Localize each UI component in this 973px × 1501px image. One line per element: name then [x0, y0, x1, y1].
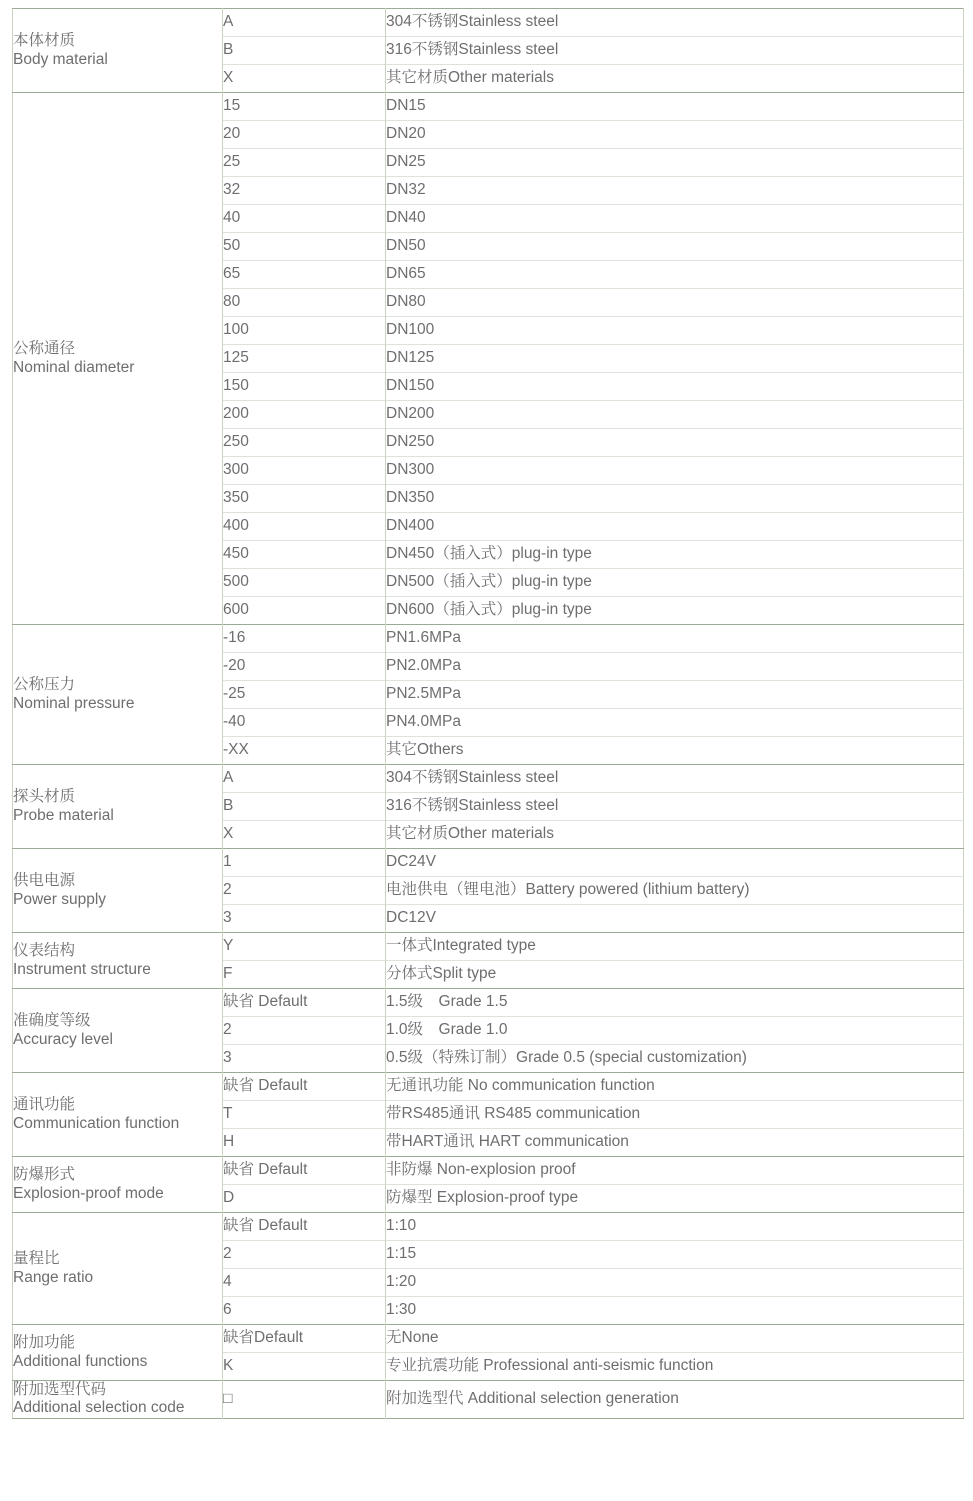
option-code-cell: X: [223, 65, 386, 93]
option-code-cell: -25: [223, 681, 386, 709]
option-description-cell: 带RS485通讯 RS485 communication: [386, 1101, 964, 1129]
option-description-cell: PN4.0MPa: [386, 709, 964, 737]
table-row: [13, 9, 964, 37]
table-row: [13, 989, 964, 1017]
group-label-en: Instrument structure: [13, 960, 151, 978]
option-description-cell: 其它Others: [386, 737, 964, 765]
option-code-cell: 65: [223, 261, 386, 289]
option-description-cell: DN50: [386, 233, 964, 261]
spec-table-body: [13, 9, 964, 1419]
group-label-cn: 准确度等级: [13, 1012, 91, 1030]
option-description-cell: 316不锈钢Stainless steel: [386, 793, 964, 821]
option-description-cell: DN25: [386, 149, 964, 177]
group-label-en: Nominal pressure: [13, 694, 135, 712]
group-label-cell: [13, 1157, 223, 1213]
group-label-cell: [13, 1073, 223, 1157]
option-code-cell: 300: [223, 457, 386, 485]
group-label-cell: [13, 93, 223, 625]
option-code-cell: -16: [223, 625, 386, 653]
group-label-cell: [13, 1213, 223, 1325]
option-code-cell: 缺省 Default: [223, 1157, 386, 1185]
option-description-cell: DN80: [386, 289, 964, 317]
option-description-cell: DN450（插入式）plug-in type: [386, 541, 964, 569]
option-code-cell: 50: [223, 233, 386, 261]
group-label-cn: 附加功能: [13, 1334, 76, 1352]
option-description-cell: DN100: [386, 317, 964, 345]
group-label-cn: 防爆形式: [13, 1166, 76, 1184]
option-description-cell: 304不锈钢Stainless steel: [386, 765, 964, 793]
option-code-cell: H: [223, 1129, 386, 1157]
option-description-cell: DC12V: [386, 905, 964, 933]
option-code-cell: 缺省 Default: [223, 1073, 386, 1101]
table-row: [13, 1325, 964, 1353]
option-code-cell: 350: [223, 485, 386, 513]
group-label-cell: [13, 765, 223, 849]
option-description-cell: DN65: [386, 261, 964, 289]
option-code-cell: 150: [223, 373, 386, 401]
group-label-cn: 本体材质: [13, 32, 76, 50]
option-code-cell: 100: [223, 317, 386, 345]
option-description-cell: 1.5级 Grade 1.5: [386, 989, 964, 1017]
option-description-cell: DN500（插入式）plug-in type: [386, 569, 964, 597]
option-code-cell: 2: [223, 1241, 386, 1269]
group-label-en: Range ratio: [13, 1268, 94, 1286]
option-code-cell: A: [223, 765, 386, 793]
table-row: [13, 765, 964, 793]
option-description-cell: DN200: [386, 401, 964, 429]
group-label-en: Communication function: [13, 1114, 180, 1132]
group-label-cell: [13, 989, 223, 1073]
option-code-cell: 450: [223, 541, 386, 569]
option-description-cell: 一体式Integrated type: [386, 933, 964, 961]
table-row: [13, 1381, 964, 1419]
option-code-cell: 40: [223, 205, 386, 233]
option-description-cell: 分体式Split type: [386, 961, 964, 989]
option-code-cell: 3: [223, 1045, 386, 1073]
option-code-cell: 15: [223, 93, 386, 121]
group-label-cell: [13, 9, 223, 93]
option-code-cell: 2: [223, 1017, 386, 1045]
group-label-cn: 探头材质: [13, 788, 76, 806]
option-description-cell: 304不锈钢Stainless steel: [386, 13, 559, 31]
group-label-en: Additional functions: [13, 1352, 148, 1370]
option-code-cell: A: [223, 9, 386, 37]
option-description-cell: 其它材质Other materials: [386, 65, 964, 93]
option-description-cell: 1.0级 Grade 1.0: [386, 1017, 964, 1045]
group-label-cell: [13, 849, 223, 933]
option-description-cell: PN2.0MPa: [386, 653, 964, 681]
group-label-cell: [13, 933, 223, 989]
table-row: [13, 1213, 964, 1241]
table-row: [13, 93, 964, 121]
group-label-en: Probe material: [13, 806, 114, 824]
option-code-cell: 125: [223, 345, 386, 373]
option-description-cell: DN40: [386, 205, 964, 233]
group-label-cn: 附加选型代码: [13, 1381, 107, 1398]
option-description-cell: DN32: [386, 177, 964, 205]
option-description-cell: 专业抗震功能 Professional anti-seismic function: [386, 1353, 964, 1381]
group-label-en: Accuracy level: [13, 1030, 113, 1048]
option-description-cell: 其它材质Other materials: [386, 821, 964, 849]
group-label-cn: 公称通径: [13, 340, 76, 358]
option-description-cell: DN20: [386, 121, 964, 149]
option-description-cell: 1:20: [386, 1269, 964, 1297]
group-label-en: Additional selection code: [13, 1399, 185, 1417]
option-code-cell: 600: [223, 597, 386, 625]
option-description-cell: 316不锈钢Stainless steel: [386, 37, 964, 65]
option-description-cell: DN600（插入式）plug-in type: [386, 597, 964, 625]
group-label-cell: [13, 1325, 223, 1381]
option-code-cell: □: [223, 1381, 386, 1419]
option-description-cell: DN300: [386, 457, 964, 485]
option-description-cell: 1:30: [386, 1297, 964, 1325]
group-label-en: Power supply: [13, 890, 107, 908]
option-code-cell: 400: [223, 513, 386, 541]
group-label-cn: 供电电源: [13, 872, 76, 890]
group-label-cn: 量程比: [13, 1250, 60, 1268]
option-code-cell: X: [223, 821, 386, 849]
option-description-cell: DN400: [386, 513, 964, 541]
table-row: [13, 1073, 964, 1101]
option-description-cell: PN1.6MPa: [386, 625, 964, 653]
option-code-cell: 32: [223, 177, 386, 205]
option-description-cell: 防爆型 Explosion-proof type: [386, 1185, 964, 1213]
option-description-cell: 无None: [386, 1325, 964, 1353]
option-code-cell: B: [223, 793, 386, 821]
option-code-cell: 250: [223, 429, 386, 457]
selection-code-table: [12, 8, 964, 1419]
option-description-cell: 带HART通讯 HART communication: [386, 1129, 964, 1157]
option-code-cell: F: [223, 961, 386, 989]
option-description-cell: DN250: [386, 429, 964, 457]
option-description-cell: 附加选型代 Additional selection generation: [386, 1381, 964, 1419]
group-label-cn: 公称压力: [13, 676, 76, 694]
option-code-cell: 3: [223, 905, 386, 933]
option-code-cell: Y: [223, 933, 386, 961]
option-code-cell: 200: [223, 401, 386, 429]
group-label-cn: 通讯功能: [13, 1096, 76, 1114]
option-description-cell: 电池供电（锂电池）Battery powered (lithium battery): [386, 877, 964, 905]
option-description-cell: DN150: [386, 373, 964, 401]
option-description-cell: 无通讯功能 No communication function: [386, 1073, 964, 1101]
option-description-cell: PN2.5MPa: [386, 681, 964, 709]
option-code-cell: 20: [223, 121, 386, 149]
option-code-cell: 80: [223, 289, 386, 317]
option-description-cell: 1:10: [386, 1213, 964, 1241]
group-label-en: Nominal diameter: [13, 358, 135, 376]
option-description-cell: DC24V: [386, 849, 964, 877]
table-row: [13, 933, 964, 961]
option-description-cell: 0.5级（特殊订制）Grade 0.5 (special customization): [386, 1045, 964, 1073]
group-label-cell: [13, 625, 223, 765]
option-code-cell: -XX: [223, 737, 386, 765]
option-code-cell: 25: [223, 149, 386, 177]
option-code-cell: -40: [223, 709, 386, 737]
option-code-cell: 2: [223, 877, 386, 905]
option-code-cell: -20: [223, 653, 386, 681]
group-label-cell: [13, 1381, 223, 1419]
option-code-cell: K: [223, 1353, 386, 1381]
option-code-cell: 500: [223, 569, 386, 597]
option-code-cell: 6: [223, 1297, 386, 1325]
option-code-cell: 缺省Default: [223, 1325, 386, 1353]
table-row: [13, 1157, 964, 1185]
option-description-cell: DN350: [386, 485, 964, 513]
option-code-cell: 缺省 Default: [223, 989, 386, 1017]
table-row: [13, 849, 964, 877]
option-code-cell: T: [223, 1101, 386, 1129]
group-label-cn: 仪表结构: [13, 942, 76, 960]
group-label-en: Explosion-proof mode: [13, 1184, 164, 1202]
table-row: [13, 625, 964, 653]
option-code-cell: 缺省 Default: [223, 1213, 386, 1241]
option-code-cell: D: [223, 1185, 386, 1213]
option-code-cell: 1: [223, 849, 386, 877]
option-description-cell: 非防爆 Non-explosion proof: [386, 1157, 964, 1185]
option-description-cell: 1:15: [386, 1241, 964, 1269]
option-code-cell: B: [223, 37, 386, 65]
option-description-cell: DN125: [386, 345, 964, 373]
option-description-cell: DN15: [386, 93, 964, 121]
option-code-cell: 4: [223, 1269, 386, 1297]
group-label-en: Body material: [13, 50, 108, 68]
